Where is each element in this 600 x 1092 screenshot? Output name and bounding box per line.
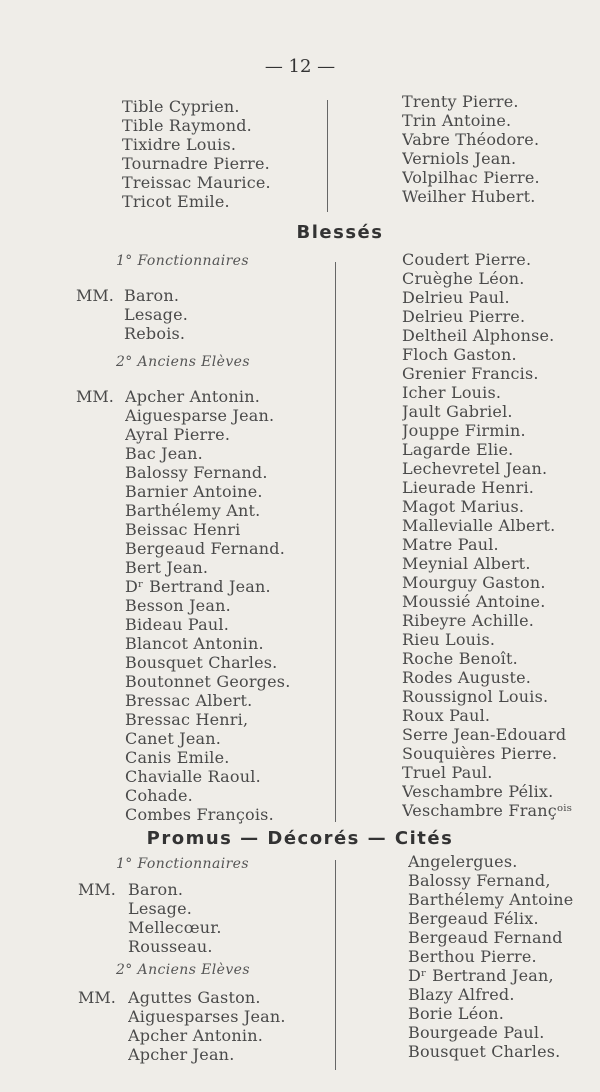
list-item: Rousseau.	[128, 937, 213, 956]
list-item: Bert Jean.	[125, 558, 209, 577]
blesses-eleves-list	[125, 387, 291, 824]
blesses-fonctionnaires-list	[124, 286, 188, 343]
list-item: Bressac Albert.	[125, 691, 253, 710]
list-item: Baron.	[128, 880, 184, 899]
list-item: Bergeaud Félix.	[408, 909, 539, 928]
list-item: Vabre Théodore.	[402, 130, 540, 149]
list-item: Blancot Antonin.	[125, 634, 264, 653]
list-item: Lechevretel Jean.	[402, 459, 548, 478]
list-item: Apcher Antonin.	[128, 1026, 263, 1045]
list-item: Balossy Fernand.	[125, 463, 268, 482]
mm-label: MM.	[76, 387, 114, 406]
list-item: Meynial Albert.	[402, 554, 531, 573]
list-item: Delrieu Paul.	[402, 288, 510, 307]
column-divider	[335, 860, 336, 1070]
list-item: Souquières Pierre.	[402, 744, 558, 763]
list-item: Ayral Pierre.	[125, 425, 231, 444]
list-item: Roussignol Louis.	[402, 687, 549, 706]
list-item: Serre Jean-Edouard	[402, 725, 567, 744]
list-item: Tible Raymond.	[122, 116, 252, 135]
promus-right-list	[408, 852, 573, 1061]
list-item: Borie Léon.	[408, 1004, 505, 1023]
list-item: Lagarde Elie.	[402, 440, 514, 459]
list-item: Bousquet Charles.	[125, 653, 278, 672]
list-item: Bressac Henri,	[125, 710, 249, 729]
list-item: Magot Marius.	[402, 497, 525, 516]
list-item: Dʳ Bertrand Jean,	[408, 966, 554, 985]
list-item: Bergeaud Fernand.	[125, 539, 285, 558]
list-item: Tixidre Louis.	[122, 135, 237, 154]
list-item: Grenier Francis.	[402, 364, 539, 383]
page-number: — 12 —	[264, 56, 336, 77]
list-item: Jault Gabriel.	[402, 402, 513, 421]
subheading-anciens-eleves: 2° Anciens Elèves	[116, 354, 250, 370]
list-item: Balossy Fernand,	[408, 871, 551, 890]
list-item: Angelergues.	[408, 852, 518, 871]
list-item: Jouppe Firmin.	[402, 421, 526, 440]
list-item: Beissac Henri	[125, 520, 241, 539]
blesses-right-list	[402, 250, 572, 820]
list-item: Floch Gaston.	[402, 345, 517, 364]
mm-label: MM.	[78, 988, 116, 1007]
list-item: Veschambre Françᵒⁱˢ	[402, 801, 573, 820]
list-item: Icher Louis.	[402, 383, 502, 402]
list-item: Tournadre Pierre.	[122, 154, 270, 173]
list-item: Blazy Alfred.	[408, 985, 515, 1004]
list-item: Barnier Antoine.	[125, 482, 263, 501]
list-item: Mellecœur.	[128, 918, 222, 937]
promus-eleves-list	[128, 988, 286, 1064]
list-item: Chavialle Raoul.	[125, 767, 261, 786]
list-item: Treissac Maurice.	[122, 173, 271, 192]
list-item: Aiguesparse Jean.	[125, 406, 275, 425]
subheading-anciens-eleves: 2° Anciens Elèves	[116, 962, 250, 978]
list-item: Roche Benoît.	[402, 649, 518, 668]
column-divider	[335, 262, 336, 822]
list-item: Trin Antoine.	[402, 111, 512, 130]
list-item: Moussié Antoine.	[402, 592, 546, 611]
list-item: Cohade.	[125, 786, 193, 805]
list-item: Rebois.	[124, 324, 186, 343]
subheading-fonctionnaires: 1° Fonctionnaires	[116, 253, 249, 269]
promus-fonctionnaires-list	[128, 880, 222, 956]
list-item: Aiguesparses Jean.	[128, 1007, 286, 1026]
list-item: Bergeaud Fernand	[408, 928, 563, 947]
section-heading-blesses: Blessés	[296, 222, 384, 243]
list-item: Lieurade Henri.	[402, 478, 535, 497]
top-right-list	[402, 92, 540, 206]
list-item: Weilher Hubert.	[402, 187, 536, 206]
list-item: Lesage.	[124, 305, 189, 324]
list-item: Bideau Paul.	[125, 615, 230, 634]
list-item: Delrieu Pierre.	[402, 307, 526, 326]
list-item: Mallevialle Albert.	[402, 516, 556, 535]
list-item: Besson Jean.	[125, 596, 231, 615]
list-item: Lesage.	[128, 899, 193, 918]
list-item: Barthélemy Ant.	[125, 501, 261, 520]
list-item: Ribeyre Achille.	[402, 611, 535, 630]
list-item: Cruèghe Léon.	[402, 269, 525, 288]
top-left-list	[122, 97, 271, 211]
list-item: Truel Paul.	[402, 763, 493, 782]
list-item: Veschambre Pélix.	[402, 782, 554, 801]
mm-label: MM.	[78, 880, 116, 899]
list-item: Dʳ Bertrand Jean.	[125, 577, 271, 596]
list-item: Deltheil Alphonse.	[402, 326, 555, 345]
list-item: Bac Jean.	[125, 444, 203, 463]
section-heading-promus: Promus — Décorés — Cités	[146, 828, 454, 849]
list-item: Canet Jean.	[125, 729, 222, 748]
list-item: Aguttes Gaston.	[128, 988, 261, 1007]
list-item: Berthou Pierre.	[408, 947, 537, 966]
list-item: Volpilhac Pierre.	[402, 168, 540, 187]
list-item: Verniols Jean.	[402, 149, 517, 168]
list-item: Roux Paul.	[402, 706, 491, 725]
list-item: Rodes Auguste.	[402, 668, 532, 687]
mm-label: MM.	[76, 286, 114, 305]
list-item: Mourguy Gaston.	[402, 573, 546, 592]
list-item: Matre Paul.	[402, 535, 499, 554]
list-item: Apcher Jean.	[128, 1045, 235, 1064]
list-item: Tible Cyprien.	[122, 97, 240, 116]
list-item: Apcher Antonin.	[125, 387, 260, 406]
list-item: Tricot Emile.	[122, 192, 230, 211]
list-item: Barthélemy Antoine	[408, 890, 574, 909]
list-item: Combes François.	[125, 805, 274, 824]
list-item: Rieu Louis.	[402, 630, 496, 649]
list-item: Boutonnet Georges.	[125, 672, 291, 691]
subheading-fonctionnaires: 1° Fonctionnaires	[116, 856, 249, 872]
list-item: Trenty Pierre.	[402, 92, 519, 111]
list-item: Bousquet Charles.	[408, 1042, 561, 1061]
list-item: Coudert Pierre.	[402, 250, 532, 269]
list-item: Canis Emile.	[125, 748, 230, 767]
list-item: Baron.	[124, 286, 180, 305]
column-divider	[327, 100, 328, 212]
list-item: Bourgeade Paul.	[408, 1023, 545, 1042]
